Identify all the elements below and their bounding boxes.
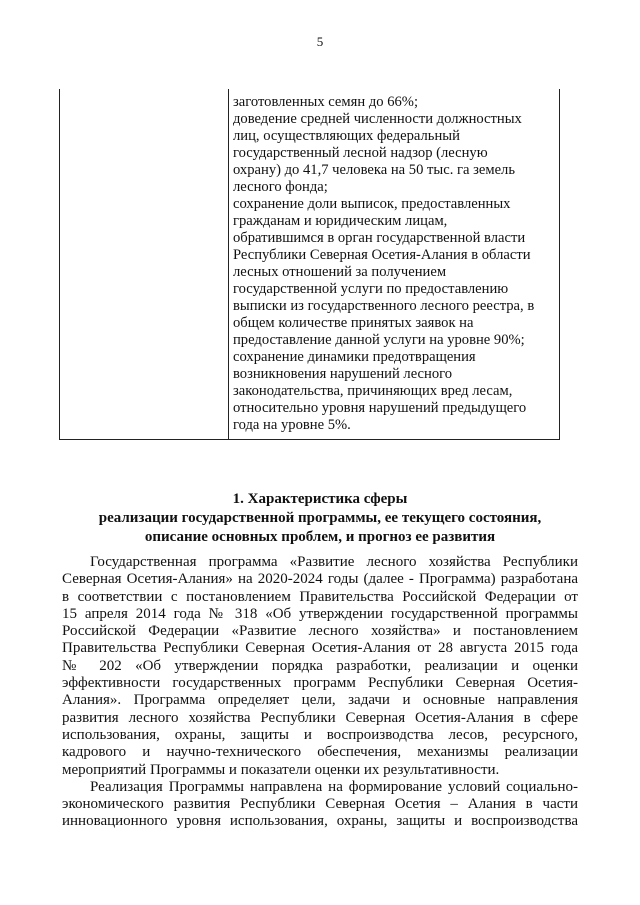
table-cell-line: охрану) до 41,7 человека на 50 тыс. га земель [233,162,515,178]
paragraph-line: инновационного уровня использования, охраны, защиты и воспроизводства [62,813,578,830]
table-cell-line: общем количестве принятых заявок на [233,315,474,331]
paragraph-2 [62,779,578,831]
paragraph-line: использования, охраны, защиты и воспроизводства лесов, ресурсного, [62,726,578,743]
paragraph-line: Северная Осетия-Алания» на 2020-2024 годы (далее - Программа) разработана [62,571,578,588]
page-number: 5 [316,34,324,49]
section-body [62,554,578,831]
paragraph-line: экономического развития Республики Северная Осетия – Алания в части [62,796,578,813]
section-heading-line: 1. Характеристика сферы [232,491,408,507]
table-cell-line: возникновения нарушений лесного [233,366,453,382]
paragraph-line: Правительства Республики Северная Осетия-Алания от 28 августа 2015 года [62,640,578,657]
table-cell-indicators [233,94,555,434]
table-cell-line: лесных отношений за получением [233,264,447,280]
table-cell-line: выписки из государственного лесного реестра, в [233,298,535,314]
paragraph-line: развития лесного хозяйства Республики Северная Осетия-Алания в сфере [62,709,578,726]
table-cell-line: предоставление данной услуги на уровне 90%; [233,332,525,348]
table-cell-line: доведение средней численности должностных [233,111,522,127]
table-cell-line: Республики Северная Осетия-Алания в области [233,247,531,263]
table-cell-line: государственной услуги по предоставлению [233,281,509,297]
paragraph-line: Реализация Программы направлена на формирование условий социально- [90,778,578,795]
table-continuation [59,89,560,440]
paragraph-line: Государственная программа «Развитие лесного хозяйства Республики [90,554,578,570]
table-cell-line: лиц, осуществляющих федеральный [233,128,460,144]
table-cell-line: сохранение динамики предотвращения [233,349,476,365]
paragraph-line: № 202 «Об утверждении порядка разработки, реализации и оценки [62,657,578,674]
paragraph-line: эффективности государственных программ Республики Северная Осетия- [62,675,578,692]
paragraph-1 [62,554,578,779]
table-cell-line: гражданам и юридическим лицам, [233,213,448,229]
table-cell-line: лесного фонда; [233,179,328,195]
section-heading-line: описание основных проблем, и прогноз ее развития [144,529,496,545]
paragraph-line: мероприятий Программы и показатели оценки их результативности. [62,761,500,778]
table-cell-line: обратившимся в орган государственной власти [233,230,526,246]
table-cell-line: заготовленных семян до 66%; [233,94,418,110]
section-heading-line: реализации государственной программы, ее текущего состояния, [98,510,542,526]
table-cell-line: года на уровне 5%. [233,417,351,433]
paragraph-line: 15 апреля 2014 года № 318 «Об утверждении государственной программы [62,605,578,622]
table-cell-line: относительно уровня нарушений предыдущего [233,400,527,416]
table-cell-line: сохранение доли выписок, предоставленных [233,196,511,212]
paragraph-line: в соответствии с постановлением Правительства Российской Федерации от [62,588,578,605]
paragraph-line: кадрового и научно-технического обеспечения, механизмы реализации [62,744,578,761]
paragraph-line: Российской Федерации «Развитие лесного хозяйства» и постановлением [62,623,578,640]
table-cell-line: государственный лесной надзор (лесную [233,145,488,161]
section-heading [0,490,640,547]
paragraph-line: Алания». Программа определяет цели, задачи и основные направления [62,692,578,709]
table-column-divider [228,89,229,439]
table-cell-line: законодательства, причиняющих вред лесам, [233,383,513,399]
